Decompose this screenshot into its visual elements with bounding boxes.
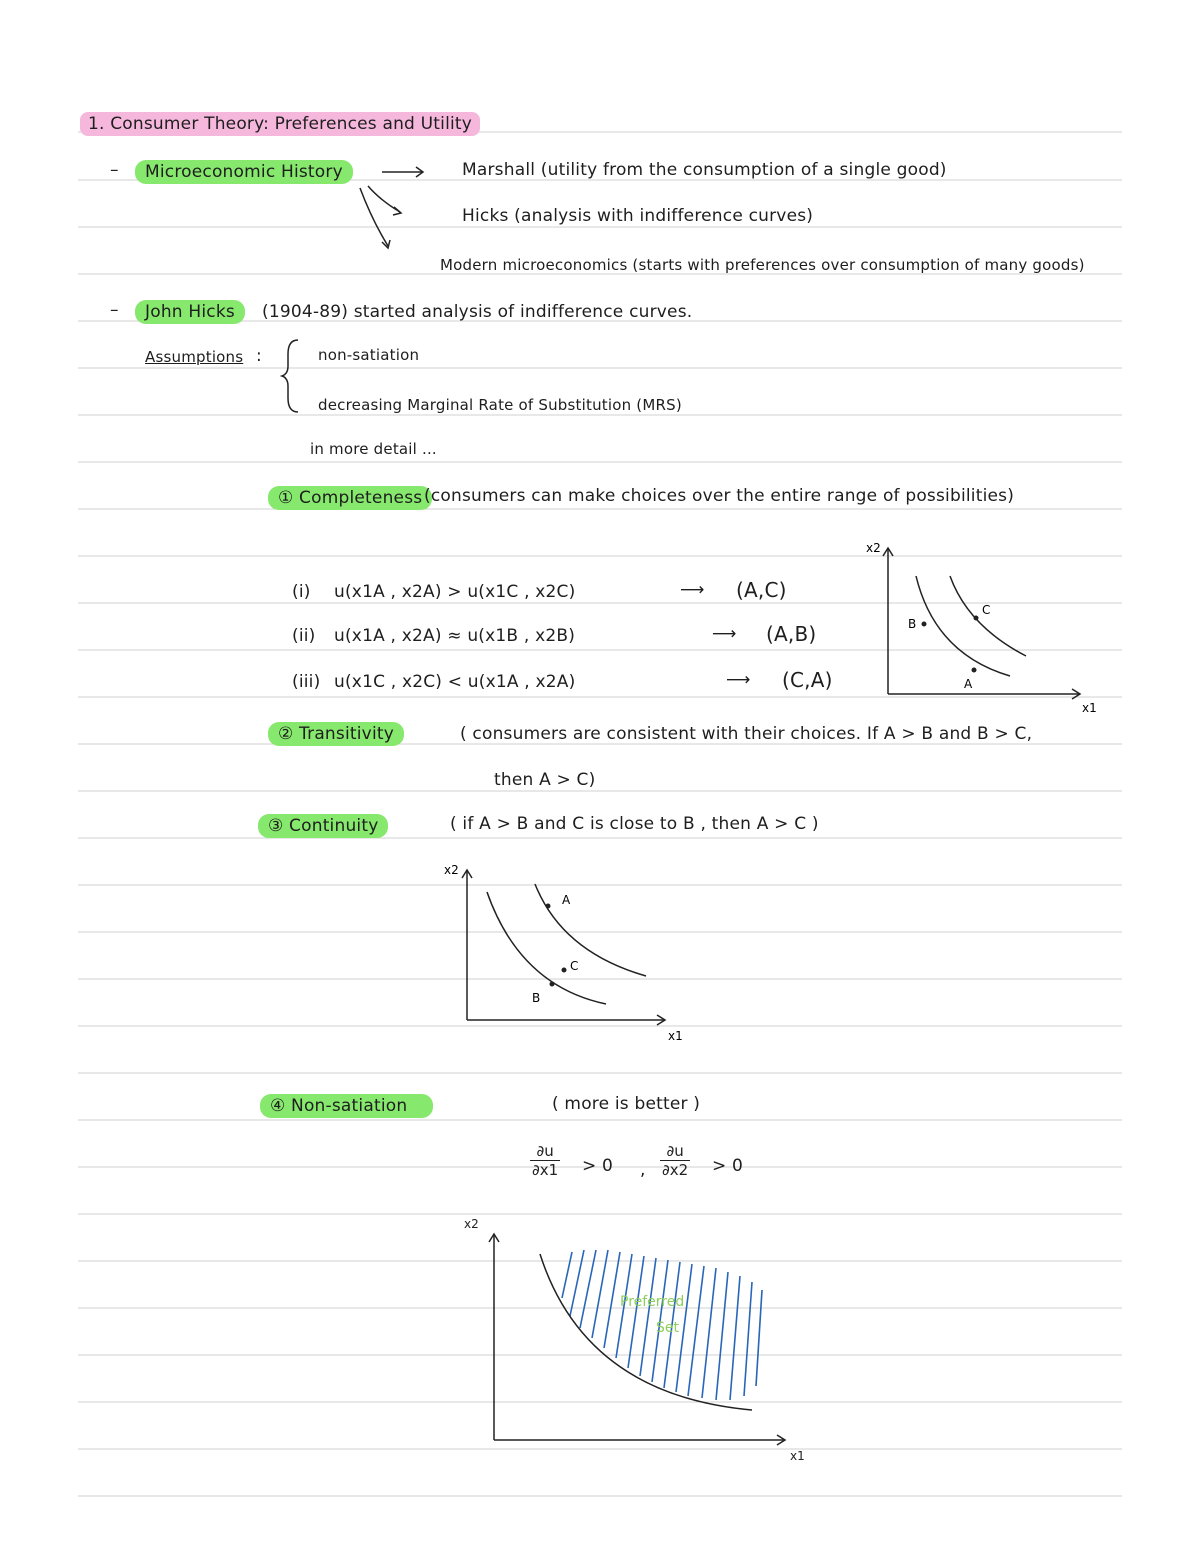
history-arrows: [330, 160, 450, 260]
relation-pair: (A,C): [736, 578, 787, 602]
x-axis-label: x1: [1082, 701, 1097, 715]
transitivity-desc: ( consumers are consistent with their choices. If A > B and B > C,: [460, 724, 1033, 744]
relation-num: (ii): [292, 626, 316, 646]
nonsatiation-label: ④ Non-satiation: [260, 1094, 433, 1118]
preferred-set-graph: [460, 1210, 840, 1480]
comma: ,: [640, 1160, 646, 1180]
relation-pair: (A,B): [766, 622, 817, 646]
relation-arrow: ⟶: [712, 624, 737, 644]
assumption-item-2: decreasing Marginal Rate of Substitution (MRS): [318, 396, 682, 414]
indifference-curve-upper: [535, 884, 646, 976]
region-label-preferred: Preferred: [620, 1294, 685, 1310]
derivative-relation: > 0: [582, 1156, 614, 1176]
indifference-curve-lower: [487, 892, 606, 1004]
assumptions-label: Assumptions: [145, 348, 244, 366]
relation-arrow: ⟶: [680, 580, 705, 600]
hicks-name: John Hicks: [135, 300, 245, 324]
y-axis-label: x2: [866, 541, 881, 555]
derivative-u-x2: [660, 1142, 690, 1179]
derivative-relation: > 0: [712, 1156, 744, 1176]
relation-num: (i): [292, 582, 311, 602]
transitivity-label: ② Transitivity: [268, 722, 404, 746]
relation-expr: u(x1C , x2C) < u(x1A , x2A): [334, 672, 576, 692]
point-label-c: C: [982, 603, 991, 617]
point-a: [972, 668, 977, 673]
derivative-u-x1: [530, 1142, 560, 1179]
derivative-denominator: ∂x2: [662, 1161, 689, 1179]
history-item-hicks: Hicks (analysis with indifference curves): [462, 206, 814, 226]
completeness-label: ① Completeness: [268, 486, 432, 510]
relation-expr: u(x1A , x2A) > u(x1C , x2C): [334, 582, 576, 602]
more-detail: in more detail ...: [310, 440, 437, 458]
history-label: Microeconomic History: [135, 160, 353, 184]
continuity-desc: ( if A > B and C is close to B , then A > C ): [450, 814, 819, 834]
completeness-desc: (consumers can make choices over the entire range of possibilities): [424, 486, 1015, 506]
derivative-numerator: ∂u: [530, 1142, 560, 1161]
indifference-curve-lower: [916, 576, 1010, 676]
point-label-b: B: [908, 617, 917, 631]
derivative-denominator: ∂x1: [532, 1161, 559, 1179]
colon: :: [256, 346, 262, 366]
brace-icon: [280, 336, 304, 416]
y-axis-label: x2: [444, 863, 459, 877]
continuity-label: ③ Continuity: [258, 814, 388, 838]
x-axis-label: x1: [790, 1449, 805, 1463]
point-label-a: A: [562, 893, 571, 907]
point-b: [922, 622, 927, 627]
point-a: [546, 904, 551, 909]
point-label-b: B: [532, 991, 541, 1005]
point-label-a: A: [964, 677, 973, 691]
x-axis-label: x1: [668, 1029, 683, 1043]
dash-bullet: –: [110, 300, 119, 320]
derivative-numerator: ∂u: [660, 1142, 690, 1161]
region-label-set: Set: [656, 1320, 679, 1336]
page-title: 1. Consumer Theory: Preferences and Utility: [80, 112, 480, 136]
assumption-item-1: non-satiation: [318, 346, 420, 364]
relation-pair: (C,A): [782, 668, 833, 692]
transitivity-desc-2: then A > C): [494, 770, 596, 790]
continuity-graph: [440, 856, 700, 1046]
point-b: [550, 982, 555, 987]
relation-arrow: ⟶: [726, 670, 751, 690]
point-c: [562, 968, 567, 973]
point-c: [974, 616, 979, 621]
completeness-graph: [860, 536, 1110, 716]
history-item-marshall: Marshall (utility from the consumption of a single good): [462, 160, 947, 180]
history-item-modern: Modern microeconomics (starts with preferences over consumption of many goods): [440, 256, 1085, 274]
y-axis-label: x2: [464, 1217, 479, 1231]
relation-num: (iii): [292, 672, 321, 692]
hicks-text: (1904-89) started analysis of indifference curves.: [262, 302, 693, 322]
point-label-c: C: [570, 959, 579, 973]
relation-expr: u(x1A , x2A) ≈ u(x1B , x2B): [334, 626, 576, 646]
dash-bullet: –: [110, 160, 119, 180]
nonsatiation-desc: ( more is better ): [552, 1094, 701, 1114]
